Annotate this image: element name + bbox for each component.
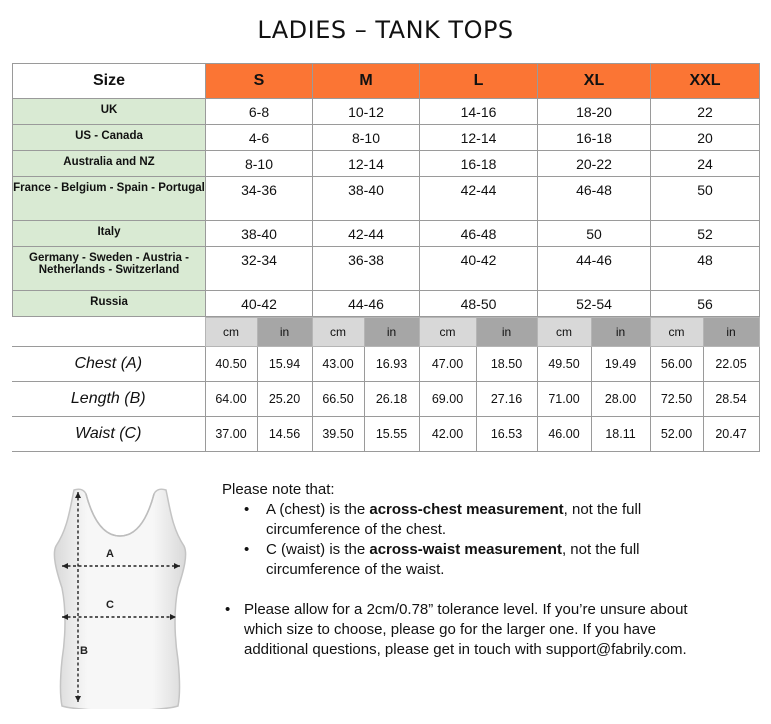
size-cell: 46-48 (420, 221, 538, 247)
note-waist-post: , not the full (561, 541, 640, 558)
unit-cm-l: cm (419, 318, 476, 347)
measurement-cell: 46.00 (537, 417, 591, 452)
unit-cm-m: cm (312, 318, 364, 347)
size-conversion-table (12, 63, 760, 317)
unit-in-s: in (257, 318, 312, 347)
size-cell: 40-42 (206, 291, 313, 317)
unit-header-blank (12, 318, 205, 347)
measurement-cell: 71.00 (537, 382, 591, 417)
note-waist-line2: circumference of the waist. (266, 561, 445, 578)
notes-intro: Please note that: (222, 481, 335, 498)
size-cell: 52 (651, 221, 760, 247)
measurement-cell: 18.11 (591, 417, 650, 452)
measurement-label-length: Length (B) (12, 382, 205, 417)
unit-in-xxl: in (703, 318, 759, 347)
measurement-cell: 27.16 (476, 382, 537, 417)
unit-in-xl: in (591, 318, 650, 347)
measurement-cell: 26.18 (364, 382, 419, 417)
measurement-cell: 49.50 (537, 347, 591, 382)
size-cell: 46-48 (538, 177, 651, 221)
measurement-cell: 14.56 (257, 417, 312, 452)
size-header-row (13, 64, 760, 99)
measurement-cell: 28.00 (591, 382, 650, 417)
measurement-cell: 16.53 (476, 417, 537, 452)
measurement-cell: 20.47 (703, 417, 759, 452)
size-cell: 22 (651, 99, 760, 125)
size-header-l: L (420, 64, 538, 99)
size-cell: 32-34 (206, 247, 313, 291)
table-row (13, 99, 760, 125)
unit-header-row (12, 318, 759, 347)
size-cell: 6-8 (206, 99, 313, 125)
note-chest-post: , not the full (563, 501, 642, 518)
size-cell: 4-6 (206, 125, 313, 151)
table-row (12, 347, 759, 382)
size-cell: 8-10 (206, 151, 313, 177)
size-notes (222, 480, 752, 660)
unit-in-m: in (364, 318, 419, 347)
size-cell: 52-54 (538, 291, 651, 317)
size-cell: 44-46 (538, 247, 651, 291)
note-waist (222, 540, 752, 560)
size-cell: 18-20 (538, 99, 651, 125)
label-a: A (106, 548, 114, 560)
size-cell: 40-42 (420, 247, 538, 291)
tolerance-line-1: Please allow for a 2cm/0.78” tolerance level. If you’re unsure about (244, 601, 688, 618)
size-cell: 14-16 (420, 99, 538, 125)
table-row (13, 151, 760, 177)
measurement-cell: 15.94 (257, 347, 312, 382)
tolerance-line-3: additional questions, please get in touch with support@fabrily.com. (244, 641, 687, 658)
size-header-xxl: XXL (651, 64, 760, 99)
size-column-header: Size (13, 64, 206, 99)
region-label-italy: Italy (13, 221, 206, 247)
measurement-cell: 40.50 (205, 347, 257, 382)
size-cell: 12-14 (313, 151, 420, 177)
measurement-cell: 39.50 (312, 417, 364, 452)
size-cell: 20-22 (538, 151, 651, 177)
table-row (12, 417, 759, 452)
size-cell: 16-18 (538, 125, 651, 151)
size-cell: 50 (538, 221, 651, 247)
size-cell: 42-44 (420, 177, 538, 221)
measurement-cell: 22.05 (703, 347, 759, 382)
size-cell: 38-40 (313, 177, 420, 221)
measurement-cell: 43.00 (312, 347, 364, 382)
unit-cm-s: cm (205, 318, 257, 347)
table-row (13, 177, 760, 221)
bullet-icon: • (244, 501, 250, 518)
size-cell: 44-46 (313, 291, 420, 317)
bullet-icon: • (244, 541, 250, 558)
bullet-icon: • (225, 601, 231, 618)
size-cell: 38-40 (206, 221, 313, 247)
region-label-russia: Russia (13, 291, 206, 317)
table-row (12, 382, 759, 417)
region-label-australia-nz: Australia and NZ (13, 151, 206, 177)
size-cell: 20 (651, 125, 760, 151)
measurement-cell: 64.00 (205, 382, 257, 417)
size-cell: 8-10 (313, 125, 420, 151)
size-cell: 36-38 (313, 247, 420, 291)
label-c: C (106, 599, 114, 611)
table-row (13, 247, 760, 291)
tank-top-body (54, 489, 185, 709)
label-b: B (80, 645, 88, 657)
size-cell: 24 (651, 151, 760, 177)
note-chest-pre: A (chest) is the (266, 501, 370, 518)
tank-top-illustration (40, 484, 200, 709)
note-tolerance (222, 600, 752, 660)
size-cell: 42-44 (313, 221, 420, 247)
region-label-germany: Germany - Sweden - Austria - Netherlands - Switzerland (13, 247, 206, 291)
measurement-cell: 42.00 (419, 417, 476, 452)
measurement-label-waist: Waist (C) (12, 417, 205, 452)
tolerance-line-2: which size to choose, please go for the larger one. If you have (244, 621, 656, 638)
size-header-xl: XL (538, 64, 651, 99)
size-cell: 12-14 (420, 125, 538, 151)
measurement-table (12, 317, 760, 452)
measurement-label-chest: Chest (A) (12, 347, 205, 382)
unit-cm-xxl: cm (650, 318, 703, 347)
measurement-cell: 15.55 (364, 417, 419, 452)
note-chest (222, 500, 752, 520)
size-cell: 16-18 (420, 151, 538, 177)
measurement-cell: 28.54 (703, 382, 759, 417)
table-row (13, 221, 760, 247)
size-cell: 50 (651, 177, 760, 221)
measurement-cell: 19.49 (591, 347, 650, 382)
measurement-cell: 18.50 (476, 347, 537, 382)
table-row (13, 125, 760, 151)
size-header-m: M (313, 64, 420, 99)
measurement-cell: 25.20 (257, 382, 312, 417)
size-cell: 10-12 (313, 99, 420, 125)
unit-in-l: in (476, 318, 537, 347)
measurement-cell: 66.50 (312, 382, 364, 417)
measurement-cell: 56.00 (650, 347, 703, 382)
note-waist-pre: C (waist) is the (266, 541, 370, 558)
measurement-cell: 52.00 (650, 417, 703, 452)
size-cell: 48 (651, 247, 760, 291)
measurement-cell: 37.00 (205, 417, 257, 452)
region-label-france: France - Belgium - Spain - Portugal (13, 177, 206, 221)
size-cell: 34-36 (206, 177, 313, 221)
note-chest-bold: across-chest measurement (369, 501, 564, 518)
size-cell: 48-50 (420, 291, 538, 317)
note-chest-line2: circumference of the chest. (266, 521, 447, 538)
size-header-s: S (206, 64, 313, 99)
unit-cm-xl: cm (537, 318, 591, 347)
region-label-us-canada: US - Canada (13, 125, 206, 151)
region-label-uk: UK (13, 99, 206, 125)
measurement-cell: 69.00 (419, 382, 476, 417)
measurement-cell: 16.93 (364, 347, 419, 382)
page-title: LADIES – TANK TOPS (257, 16, 514, 44)
measurement-cell: 47.00 (419, 347, 476, 382)
size-cell: 56 (651, 291, 760, 317)
note-waist-bold: across-waist measurement (369, 541, 562, 558)
measurement-cell: 72.50 (650, 382, 703, 417)
table-row (13, 291, 760, 317)
